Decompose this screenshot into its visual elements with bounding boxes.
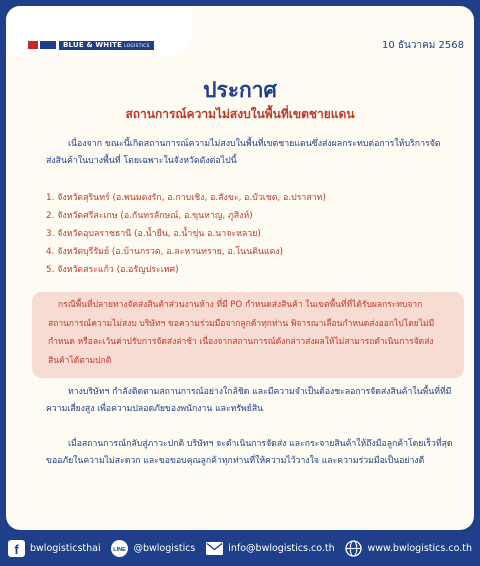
svg-text:LINE: LINE <box>113 546 127 553</box>
facebook-icon <box>8 540 25 557</box>
website-label: www.bwlogistics.co.th <box>367 542 472 554</box>
page-title: ประกาศ <box>203 78 277 102</box>
announcement-card <box>6 6 474 530</box>
closing-paragraph: เมื่อสถานการณ์กลับสู่ภาวะปกติ บริษัทฯ จะดำเนินการจัดส่ง และกระจายสินค้าให้ถึงมือลูกค้าโดยเร็วที่สุด ขออภัยในความไม่สะดวก และขอขอบคุณลูกค้าทุกท่านที่ให้ความไว้วางใจ และความร่วมมือเป็นอย่างดี <box>46 439 453 466</box>
list-item: 2. จังหวัดศรีสะเกษ (อ.กันทรลักษณ์, อ.ขุนหาญ, ภูสิงห์) <box>46 211 253 221</box>
line-link[interactable] <box>111 540 195 557</box>
list-item: 5. จังหวัดสระแก้ว (อ.อรัญประเทศ) <box>46 265 179 275</box>
email-icon <box>206 540 223 557</box>
page-subtitle: สถานการณ์ความไม่สงบในพื้นที่เขตชายแดน <box>125 107 355 121</box>
status-paragraph: ทางบริษัทฯ กำลังติดตามสถานการณ์อย่างใกล้ชิด และมีความจำเป็นต้องชะลอการจัดส่งสินค้าในพื้นที่ที่มีความเสี่ยงสูง เพื่อความปลอดภัยของพนักงาน และทรัพย์สิน <box>46 387 452 414</box>
logo-text: BLUE & WHITE LOGISTICS <box>59 41 154 50</box>
email-link[interactable] <box>206 540 334 557</box>
facebook-link[interactable] <box>8 540 101 557</box>
logo-area <box>6 6 192 56</box>
intro-paragraph: เนื่องจาก ขณะนี้เกิดสถานการณ์ความไม่สงบในพื้นที่เขตชายแดนซึ่งส่งผลกระทบต่อการให้บริการจัดส่งสินค้าในบางพื้นที่ โดยเฉพาะในจังหวัดดังต่อไปนี้ <box>46 139 441 166</box>
logo-blue-bar <box>40 41 56 49</box>
announcement-date: 10 ธันวาคม 2568 <box>382 40 464 51</box>
notice-box: กรณีพื้นที่ปลายทางจัดส่งสินค้าส่วนงานห้าง ที่มี PO กำหนดส่งสินค้า ในเขตพื้นที่ที่ได้รับผลกระทบจาก สถานการณ์ความไม่สงบ บริษัทฯ ขอความร่วมมือจากลูกค้าทุกท่าน พิจารณาเลื่อนกำหนดส่งออกไปโดยไม่มีกำหนด หรือละเว้นค่าปรับการจัดส่งล่าช้า เนื่องจากสถานการณ์ดังกล่าวส่งผลให้ไม่สามารถดำเนินการจัดส่งสินค้าได้ตามปกติ <box>32 292 464 378</box>
company-logo <box>28 40 158 50</box>
globe-icon <box>345 540 362 557</box>
facebook-label: bwlogisticsthai <box>30 542 101 554</box>
contact-footer <box>0 530 480 566</box>
svg-text:f: f <box>14 541 19 557</box>
website-link[interactable] <box>345 540 472 557</box>
list-item: 1. จังหวัดสุรินทร์ (อ.พนมดงรัก, อ.กาบเชิง, อ.สังขะ, อ.บัวเชด, อ.ปราสาท) <box>46 193 326 203</box>
email-label: info@bwlogistics.co.th <box>228 542 335 554</box>
province-list <box>46 189 456 279</box>
line-icon <box>111 540 128 557</box>
logo-red-bar <box>28 41 38 49</box>
list-item: 3. จังหวัดอุบลราชธานี (อ.น้ำยืน, อ.น้ำขุ่น อ.นาจะหลวย) <box>46 229 261 239</box>
line-label: @bwlogistics <box>133 542 196 554</box>
list-item: 4. จังหวัดบุรีรัมย์ (อ.บ้านกรวด, อ.ละหานทราย, อ.โนนดินแดง) <box>46 247 284 257</box>
